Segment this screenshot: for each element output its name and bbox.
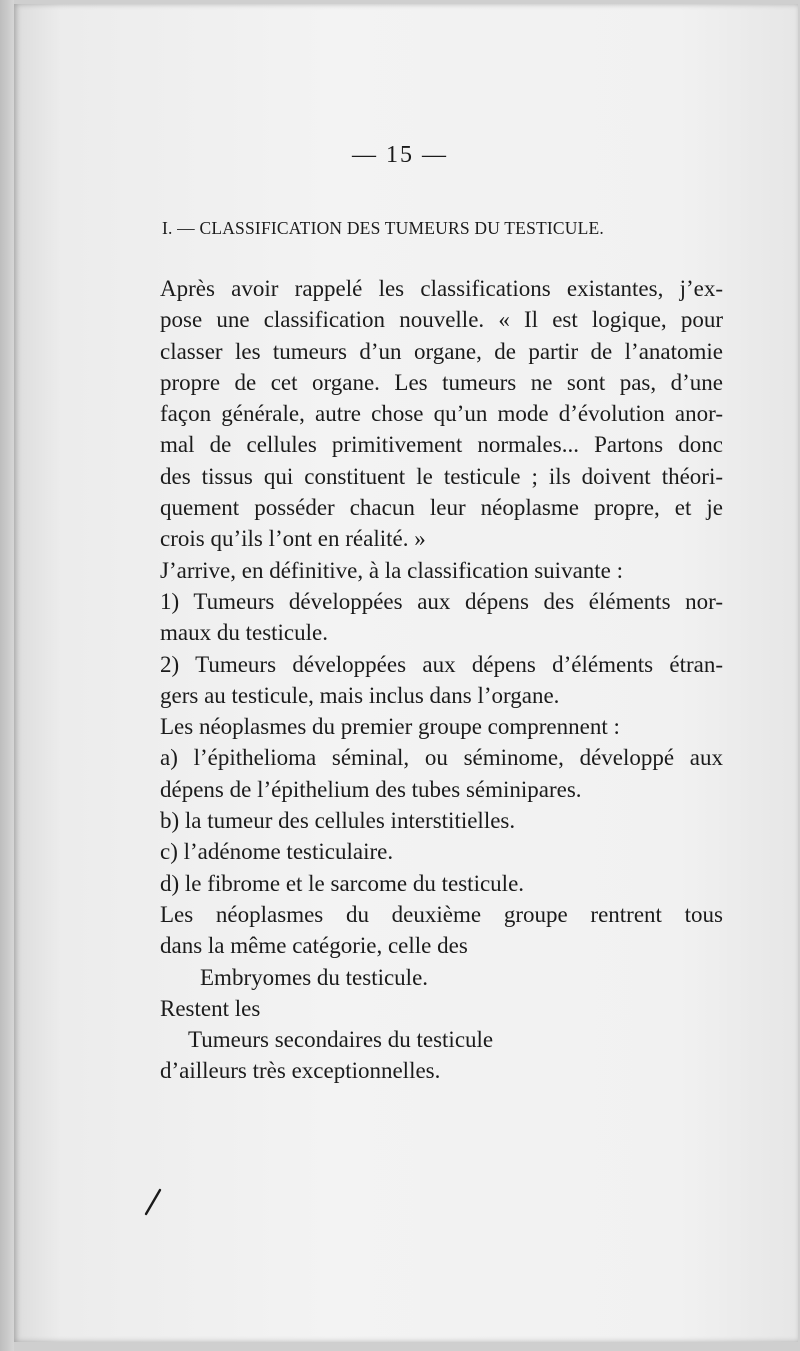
text-line: Après avoir rappelé les classifications existantes, j’ex-: [160, 276, 723, 301]
text-line: Les néoplasmes du premier groupe comprennent :: [160, 714, 620, 740]
list-item-b: b) la tumeur des cellules interstitielles.: [160, 808, 516, 834]
text-line: maux du testicule.: [160, 620, 328, 646]
text-line: pose une classification nouvelle. « Il est logique, pour: [160, 307, 723, 333]
text-line: J’arrive, en définitive, à la classification suivante :: [160, 557, 624, 583]
list-item-c: c) l’adénome testiculaire.: [160, 839, 394, 865]
text-line: des tissus qui constituent le testicule ; ils doivent théori-: [160, 463, 723, 489]
list-item-2: 2) Tumeurs développées aux dépens d’éléments étran-: [160, 651, 723, 677]
margin-mark: [142, 1188, 164, 1216]
body-text: [160, 273, 723, 1087]
section-heading: I. — CLASSIFICATION DES TUMEURS DU TESTICULE.: [162, 218, 604, 238]
text-line: mal de cellules primitivement normales... Partons donc: [160, 432, 723, 458]
text-line: dépens de l’épithelium des tubes séminipares.: [160, 776, 582, 802]
category-embryomes: Embryomes du testicule.: [200, 964, 429, 990]
text-line: quement posséder chacun leur néoplasme propre, et je: [160, 495, 723, 521]
page-number: — 15 —: [352, 142, 448, 168]
list-item-d: d) le fibrome et le sarcome du testicule.: [160, 870, 525, 896]
text-line: dans la même catégorie, celle des: [160, 933, 468, 959]
text-line: crois qu’ils l’ont en réalité. »: [160, 526, 426, 552]
category-secondaires: Tumeurs secondaires du testicule: [188, 1027, 494, 1053]
text-line: classer les tumeurs d’un organe, de partir de l’anatomie: [160, 338, 723, 364]
text-line: d’ailleurs très exceptionnelles.: [160, 1058, 441, 1084]
text-line: Restent les: [160, 995, 261, 1021]
text-line: façon générale, autre chose qu’un mode d’évolution anor-: [160, 401, 723, 427]
text-line: propre de cet organe. Les tumeurs ne sont pas, d’une: [160, 369, 723, 395]
text-line: gers au testicule, mais inclus dans l’organe.: [160, 682, 560, 708]
scan-edge-shadow: [0, 0, 14, 1351]
list-item-a: a) l’épithelioma séminal, ou séminome, développé aux: [160, 745, 723, 771]
list-item-1: 1) Tumeurs développées aux dépens des éléments nor-: [160, 588, 723, 614]
text-line: Les néoplasmes du deuxième groupe rentrent tous: [160, 901, 723, 927]
